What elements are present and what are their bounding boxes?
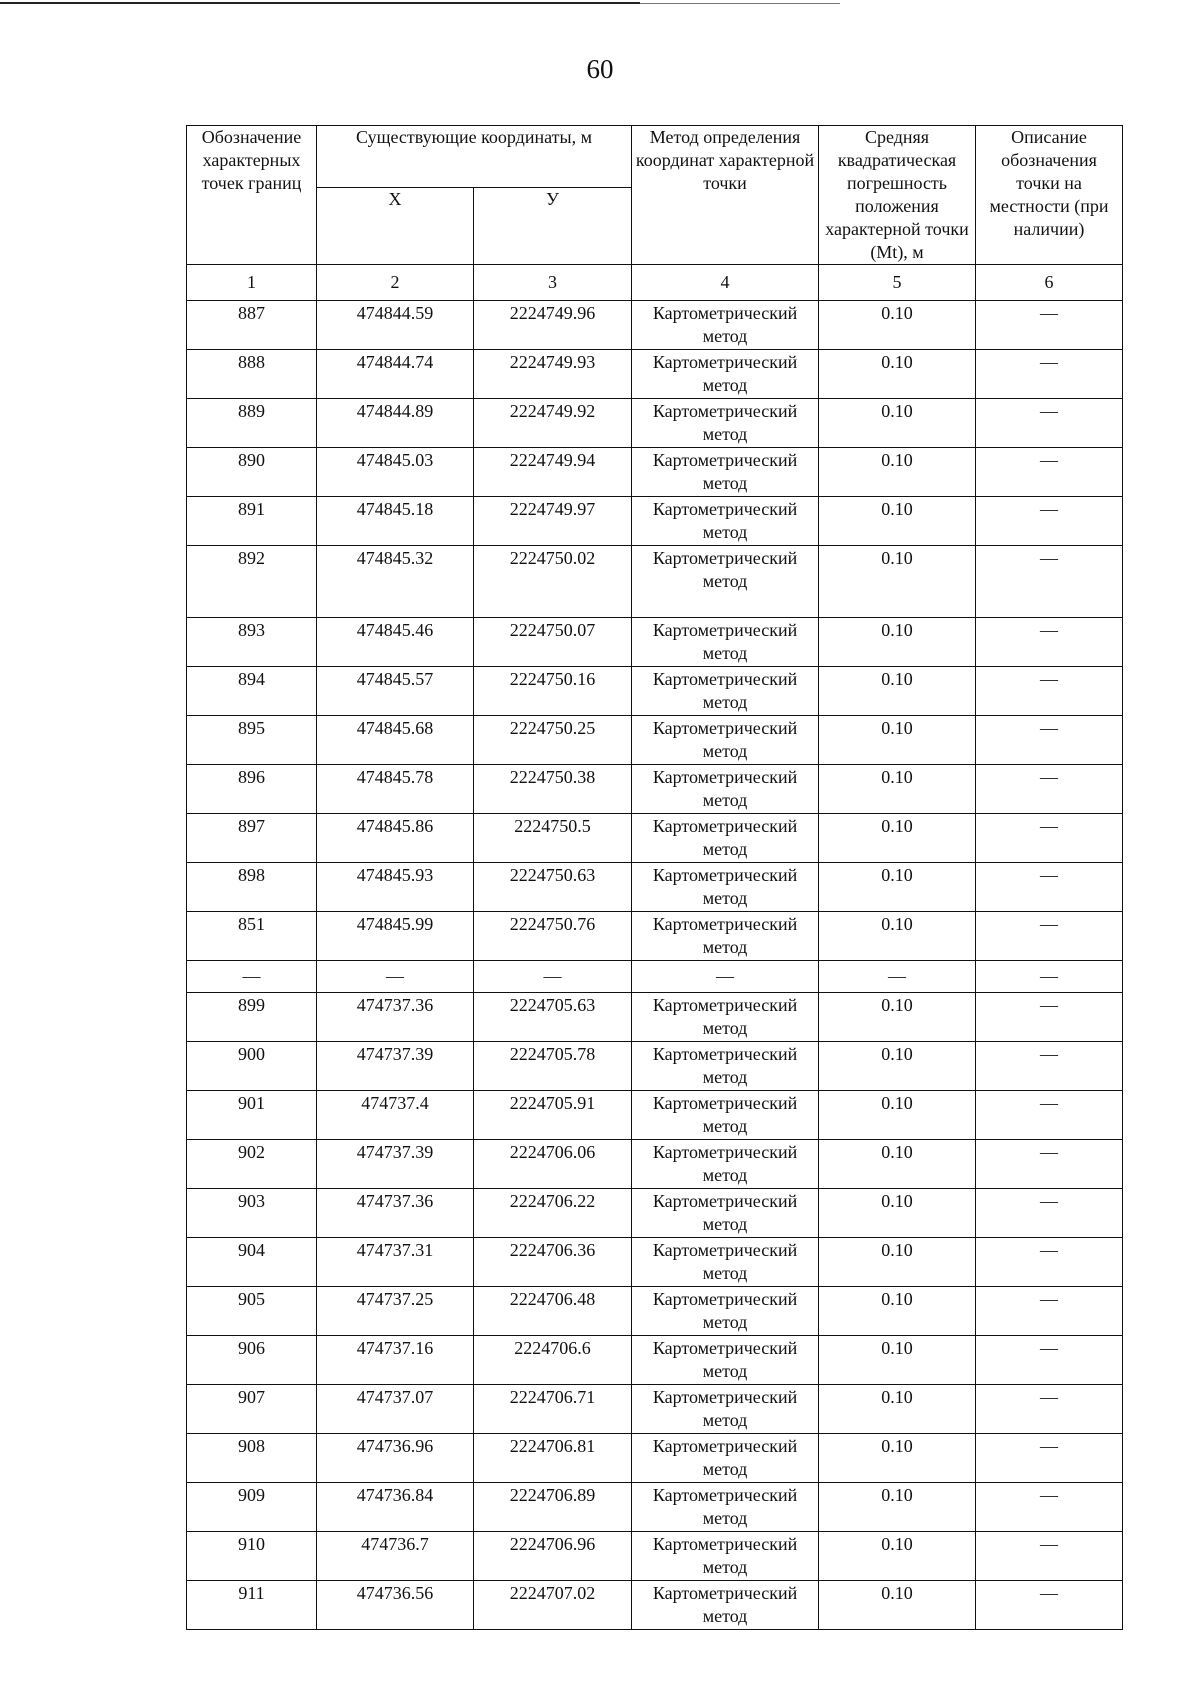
point-number-cell: 891 [187, 497, 317, 546]
x-coordinate-cell: 474737.39 [317, 1042, 474, 1091]
point-number-cell: 899 [187, 993, 317, 1042]
error-cell: 0.10 [819, 716, 976, 765]
x-coordinate-cell: 474737.25 [317, 1287, 474, 1336]
error-cell: 0.10 [819, 1385, 976, 1434]
description-cell: — [976, 350, 1123, 399]
error-cell: 0.10 [819, 497, 976, 546]
y-coordinate-cell: 2224706.6 [474, 1336, 632, 1385]
description-cell: — [976, 448, 1123, 497]
description-cell: — [976, 546, 1123, 618]
method-cell: Картометрический метод [632, 765, 819, 814]
x-coordinate-cell: 474737.36 [317, 1189, 474, 1238]
top-scan-rule-faint [640, 3, 840, 4]
method-cell: Картометрический метод [632, 814, 819, 863]
method-cell: Картометрический метод [632, 1434, 819, 1483]
table-row [187, 399, 1123, 448]
table-row [187, 618, 1123, 667]
table-row [187, 667, 1123, 716]
y-coordinate-cell: 2224750.76 [474, 912, 632, 961]
y-coordinate-cell: 2224749.92 [474, 399, 632, 448]
method-cell: Картометрический метод [632, 1287, 819, 1336]
method-cell: Картометрический метод [632, 1189, 819, 1238]
point-number-cell: 888 [187, 350, 317, 399]
point-number-cell: 892 [187, 546, 317, 618]
description-cell: — [976, 618, 1123, 667]
description-cell: — [976, 716, 1123, 765]
y-coordinate-cell: 2224749.97 [474, 497, 632, 546]
error-cell: 0.10 [819, 301, 976, 350]
point-number-cell: 900 [187, 1042, 317, 1091]
x-coordinate-cell: 474844.59 [317, 301, 474, 350]
y-coordinate-cell: 2224750.38 [474, 765, 632, 814]
y-coordinate-cell: 2224750.5 [474, 814, 632, 863]
error-cell: 0.10 [819, 448, 976, 497]
table-row [187, 1434, 1123, 1483]
point-number-cell: 904 [187, 1238, 317, 1287]
point-number-cell: 907 [187, 1385, 317, 1434]
header-mean-square-error: Средняя квадратическая погрешность положения характерной точки (Mt), м [819, 126, 976, 265]
table-row [187, 814, 1123, 863]
error-cell: 0.10 [819, 814, 976, 863]
table-header [187, 126, 1123, 301]
description-cell: — [976, 497, 1123, 546]
point-number-cell: 901 [187, 1091, 317, 1140]
table-row [187, 1189, 1123, 1238]
method-cell: Картометрический метод [632, 1042, 819, 1091]
y-coordinate-cell: 2224706.96 [474, 1532, 632, 1581]
x-coordinate-cell: — [317, 961, 474, 993]
method-cell: Картометрический метод [632, 301, 819, 350]
column-number: 3 [474, 265, 632, 301]
y-coordinate-cell: 2224706.48 [474, 1287, 632, 1336]
table-row [187, 1140, 1123, 1189]
error-cell: 0.10 [819, 1140, 976, 1189]
description-cell: — [976, 1434, 1123, 1483]
description-cell: — [976, 1042, 1123, 1091]
point-number-cell: 894 [187, 667, 317, 716]
description-cell: — [976, 1532, 1123, 1581]
x-coordinate-cell: 474736.56 [317, 1581, 474, 1630]
method-cell: Картометрический метод [632, 618, 819, 667]
error-cell: 0.10 [819, 1042, 976, 1091]
error-cell: 0.10 [819, 399, 976, 448]
table-row [187, 350, 1123, 399]
method-cell: Картометрический метод [632, 448, 819, 497]
table-row [187, 1483, 1123, 1532]
description-cell: — [976, 1189, 1123, 1238]
y-coordinate-cell: 2224706.36 [474, 1238, 632, 1287]
error-cell: 0.10 [819, 1091, 976, 1140]
x-coordinate-cell: 474845.57 [317, 667, 474, 716]
y-coordinate-cell: 2224706.81 [474, 1434, 632, 1483]
column-number: 1 [187, 265, 317, 301]
coordinates-table [186, 125, 1123, 1630]
y-coordinate-cell: 2224749.94 [474, 448, 632, 497]
error-cell: 0.10 [819, 1336, 976, 1385]
y-coordinate-cell: 2224706.89 [474, 1483, 632, 1532]
x-coordinate-cell: 474844.74 [317, 350, 474, 399]
table-row [187, 1532, 1123, 1581]
point-number-cell: 898 [187, 863, 317, 912]
point-number-cell: 893 [187, 618, 317, 667]
method-cell: Картометрический метод [632, 546, 819, 618]
header-y: У [474, 187, 632, 264]
table-row [187, 448, 1123, 497]
error-cell: 0.10 [819, 546, 976, 618]
description-cell: — [976, 1385, 1123, 1434]
description-cell: — [976, 1581, 1123, 1630]
point-number-cell: 911 [187, 1581, 317, 1630]
error-cell: 0.10 [819, 1532, 976, 1581]
column-number-row [187, 265, 1123, 301]
point-number-cell: 906 [187, 1336, 317, 1385]
y-coordinate-cell: 2224705.91 [474, 1091, 632, 1140]
y-coordinate-cell: 2224705.63 [474, 993, 632, 1042]
page-number: 60 [586, 54, 614, 84]
table-row [187, 863, 1123, 912]
header-method: Метод определения координат характерной точки [632, 126, 819, 265]
method-cell: Картометрический метод [632, 993, 819, 1042]
point-number-cell: 905 [187, 1287, 317, 1336]
point-number-cell: 909 [187, 1483, 317, 1532]
point-number-cell: 902 [187, 1140, 317, 1189]
error-cell: 0.10 [819, 667, 976, 716]
description-cell: — [976, 814, 1123, 863]
table-row [187, 993, 1123, 1042]
error-cell: 0.10 [819, 350, 976, 399]
point-number-cell: 887 [187, 301, 317, 350]
y-coordinate-cell: 2224750.63 [474, 863, 632, 912]
method-cell: Картометрический метод [632, 1483, 819, 1532]
description-cell: — [976, 912, 1123, 961]
description-cell: — [976, 1336, 1123, 1385]
method-cell: Картометрический метод [632, 1385, 819, 1434]
x-coordinate-cell: 474845.86 [317, 814, 474, 863]
x-coordinate-cell: 474737.39 [317, 1140, 474, 1189]
method-cell: Картометрический метод [632, 1140, 819, 1189]
method-cell: Картометрический метод [632, 1532, 819, 1581]
x-coordinate-cell: 474845.68 [317, 716, 474, 765]
description-cell: — [976, 1287, 1123, 1336]
x-coordinate-cell: 474737.4 [317, 1091, 474, 1140]
point-number-cell: 897 [187, 814, 317, 863]
error-cell: 0.10 [819, 993, 976, 1042]
top-scan-rule [0, 2, 640, 4]
point-number-cell: 890 [187, 448, 317, 497]
table-row [187, 1336, 1123, 1385]
method-cell: Картометрический метод [632, 716, 819, 765]
method-cell: — [632, 961, 819, 993]
error-cell: 0.10 [819, 765, 976, 814]
method-cell: Картометрический метод [632, 863, 819, 912]
point-number-cell: 896 [187, 765, 317, 814]
point-number-cell: 889 [187, 399, 317, 448]
y-coordinate-cell: 2224706.06 [474, 1140, 632, 1189]
point-number-cell: 910 [187, 1532, 317, 1581]
x-coordinate-cell: 474737.07 [317, 1385, 474, 1434]
error-cell: — [819, 961, 976, 993]
y-coordinate-cell: — [474, 961, 632, 993]
y-coordinate-cell: 2224706.71 [474, 1385, 632, 1434]
x-coordinate-cell: 474737.31 [317, 1238, 474, 1287]
x-coordinate-cell: 474844.89 [317, 399, 474, 448]
method-cell: Картометрический метод [632, 1336, 819, 1385]
description-cell: — [976, 1140, 1123, 1189]
description-cell: — [976, 667, 1123, 716]
y-coordinate-cell: 2224750.02 [474, 546, 632, 618]
error-cell: 0.10 [819, 1238, 976, 1287]
x-coordinate-cell: 474845.46 [317, 618, 474, 667]
x-coordinate-cell: 474737.36 [317, 993, 474, 1042]
error-cell: 0.10 [819, 912, 976, 961]
table-row [187, 1287, 1123, 1336]
description-cell: — [976, 765, 1123, 814]
x-coordinate-cell: 474845.78 [317, 765, 474, 814]
table-row [187, 765, 1123, 814]
point-number-cell: 903 [187, 1189, 317, 1238]
method-cell: Картометрический метод [632, 350, 819, 399]
error-cell: 0.10 [819, 1483, 976, 1532]
error-cell: 0.10 [819, 863, 976, 912]
point-number-cell: — [187, 961, 317, 993]
table-row [187, 497, 1123, 546]
method-cell: Картометрический метод [632, 1238, 819, 1287]
x-coordinate-cell: 474736.7 [317, 1532, 474, 1581]
y-coordinate-cell: 2224707.02 [474, 1581, 632, 1630]
method-cell: Картометрический метод [632, 1091, 819, 1140]
x-coordinate-cell: 474736.96 [317, 1434, 474, 1483]
y-coordinate-cell: 2224706.22 [474, 1189, 632, 1238]
separator-row [187, 961, 1123, 993]
x-coordinate-cell: 474845.93 [317, 863, 474, 912]
table-row [187, 1385, 1123, 1434]
y-coordinate-cell: 2224750.16 [474, 667, 632, 716]
method-cell: Картометрический метод [632, 912, 819, 961]
method-cell: Картометрический метод [632, 399, 819, 448]
table-row [187, 1042, 1123, 1091]
header-point-description: Описание обозначения точки на местности (при наличии) [976, 126, 1123, 265]
error-cell: 0.10 [819, 1581, 976, 1630]
table-row [187, 1238, 1123, 1287]
y-coordinate-cell: 2224750.07 [474, 618, 632, 667]
x-coordinate-cell: 474845.99 [317, 912, 474, 961]
table-row [187, 912, 1123, 961]
description-cell: — [976, 399, 1123, 448]
table-row [187, 1091, 1123, 1140]
x-coordinate-cell: 474845.03 [317, 448, 474, 497]
table-row [187, 1581, 1123, 1630]
x-coordinate-cell: 474845.18 [317, 497, 474, 546]
description-cell: — [976, 1238, 1123, 1287]
y-coordinate-cell: 2224749.96 [474, 301, 632, 350]
method-cell: Картометрический метод [632, 497, 819, 546]
x-coordinate-cell: 474845.32 [317, 546, 474, 618]
column-number: 4 [632, 265, 819, 301]
y-coordinate-cell: 2224705.78 [474, 1042, 632, 1091]
description-cell: — [976, 301, 1123, 350]
table-row [187, 301, 1123, 350]
method-cell: Картометрический метод [632, 667, 819, 716]
description-cell: — [976, 1483, 1123, 1532]
error-cell: 0.10 [819, 618, 976, 667]
column-number: 6 [976, 265, 1123, 301]
header-existing-coordinates: Существующие координаты, м [317, 126, 632, 188]
y-coordinate-cell: 2224749.93 [474, 350, 632, 399]
error-cell: 0.10 [819, 1287, 976, 1336]
header-point-designation: Обозначение характерных точек границ [187, 126, 317, 265]
description-cell: — [976, 1091, 1123, 1140]
error-cell: 0.10 [819, 1189, 976, 1238]
x-coordinate-cell: 474737.16 [317, 1336, 474, 1385]
point-number-cell: 895 [187, 716, 317, 765]
point-number-cell: 908 [187, 1434, 317, 1483]
header-x: Х [317, 187, 474, 264]
point-number-cell: 851 [187, 912, 317, 961]
error-cell: 0.10 [819, 1434, 976, 1483]
table-body [187, 301, 1123, 1630]
table-row [187, 546, 1123, 618]
column-number: 5 [819, 265, 976, 301]
table-row [187, 716, 1123, 765]
method-cell: Картометрический метод [632, 1581, 819, 1630]
description-cell: — [976, 993, 1123, 1042]
y-coordinate-cell: 2224750.25 [474, 716, 632, 765]
column-number: 2 [317, 265, 474, 301]
description-cell: — [976, 961, 1123, 993]
x-coordinate-cell: 474736.84 [317, 1483, 474, 1532]
description-cell: — [976, 863, 1123, 912]
